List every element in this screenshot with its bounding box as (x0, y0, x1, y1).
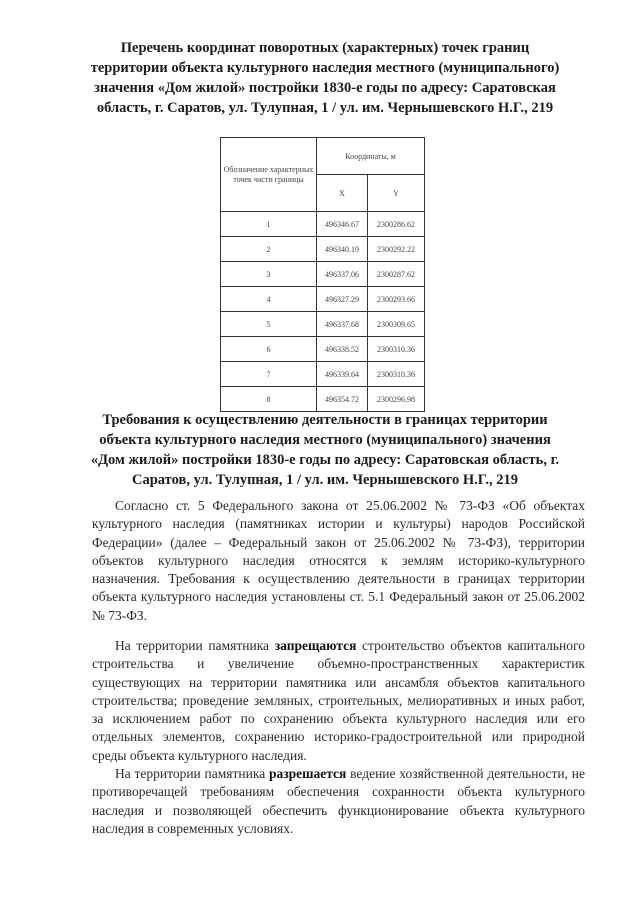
coord-x: 496354.72 (317, 387, 368, 412)
text-fragment: строительство объектов капитального строительства и увеличение объемно-пространственных характеристик существующих на территории памятника или ансамбля объектов капитального строительства; проведение земляных, строительных, мелиоративных и иных работ, за исключением работ по сохранению объекта культурного наследия или его отдельных элементов, сохранению историко-градостроительной или природной среды объекта культурного наследия. (92, 638, 585, 763)
header-x: X (317, 175, 368, 212)
text-fragment: На территории памятника (115, 766, 269, 781)
point-number: 7 (221, 362, 317, 387)
coord-x: 496339.64 (317, 362, 368, 387)
title-line: значения «Дом жилой» постройки 1830-е годы по адресу: Саратовская (94, 80, 556, 96)
coord-y: 2300292.22 (368, 237, 425, 262)
paragraph-legal-basis: Согласно ст. 5 Федерального закона от 25.06.2002 № 73-ФЗ «Об объектах культурного наследия (памятниках истории и культуры) народов Российской Федерации» (далее – Федеральный закон от 25.06.2002 № 73-ФЗ), территории объектов культурного наследия относятся к землям историко-культурного назначения. Требования к осуществлению деятельности в границах территории объекта культурного наследия установлены ст. 5.1 Федеральный закон от 25.06.2002 № 73-ФЗ. (92, 498, 585, 623)
title-line: Саратов, ул. Тулупная, 1 / ул. им. Чернышевского Н.Г., 219 (132, 472, 518, 488)
coord-y: 2300309.65 (368, 312, 425, 337)
coord-x: 496337.68 (317, 312, 368, 337)
coord-x: 496346.67 (317, 212, 368, 237)
coord-y: 2300296.98 (368, 387, 425, 412)
table-row (221, 287, 425, 312)
point-number: 8 (221, 387, 317, 412)
keyword-prohibited: запрещаются (274, 638, 357, 653)
coord-y: 2300286.62 (368, 212, 425, 237)
point-number: 5 (221, 312, 317, 337)
header-point-designation: Обозначение характерных точек части границы (221, 138, 317, 212)
paragraph-permissions (92, 765, 585, 838)
coord-y: 2300293.66 (368, 287, 425, 312)
title-line: область, г. Саратов, ул. Тулупная, 1 / ул. им. Чернышевского Н.Г., 219 (96, 100, 554, 116)
title-line: Перечень координат поворотных (характерных) точек границ (120, 40, 530, 56)
point-number: 3 (221, 262, 317, 287)
title-line: объекта культурного наследия местного (муниципального) значения (99, 432, 551, 448)
table-row (221, 212, 425, 237)
table-row (221, 337, 425, 362)
table-row (221, 262, 425, 287)
coordinates-list-title (60, 38, 590, 118)
title-line: территории объекта культурного наследия местного (муниципального) (90, 60, 560, 76)
coord-x: 496340.19 (317, 237, 368, 262)
point-number: 4 (221, 287, 317, 312)
title-line: Требования к осуществлению деятельности в границах территории (102, 412, 548, 428)
keyword-permitted: разрешается (268, 766, 347, 781)
coord-x: 496327.29 (317, 287, 368, 312)
coord-y: 2300310.36 (368, 337, 425, 362)
header-coordinates: Координаты, м (317, 138, 425, 175)
coord-y: 2300287.62 (368, 262, 425, 287)
coord-x: 496337.06 (317, 262, 368, 287)
table-row (221, 312, 425, 337)
coord-y: 2300310.36 (368, 362, 425, 387)
table-row (221, 237, 425, 262)
table-row (221, 362, 425, 387)
point-number: 2 (221, 237, 317, 262)
title-line: «Дом жилой» постройки 1830-е годы по адресу: Саратовская область, г. (90, 452, 560, 468)
paragraph-prohibitions (92, 637, 585, 765)
table-header-row (221, 138, 425, 175)
table-row (221, 387, 425, 412)
point-number: 1 (221, 212, 317, 237)
coord-x: 496338.52 (317, 337, 368, 362)
requirements-title (60, 410, 590, 490)
text-fragment: ведение хозяйственной деятельности, не противоречащей требованиям обеспечения сохранности объекта культурного наследия и позволяющей обеспечить функционирование объекта культурного наследия в современных условиях. (92, 766, 585, 836)
coordinates-table (220, 137, 425, 412)
header-y: Y (368, 175, 425, 212)
point-number: 6 (221, 337, 317, 362)
text-fragment: На территории памятника (115, 638, 275, 653)
